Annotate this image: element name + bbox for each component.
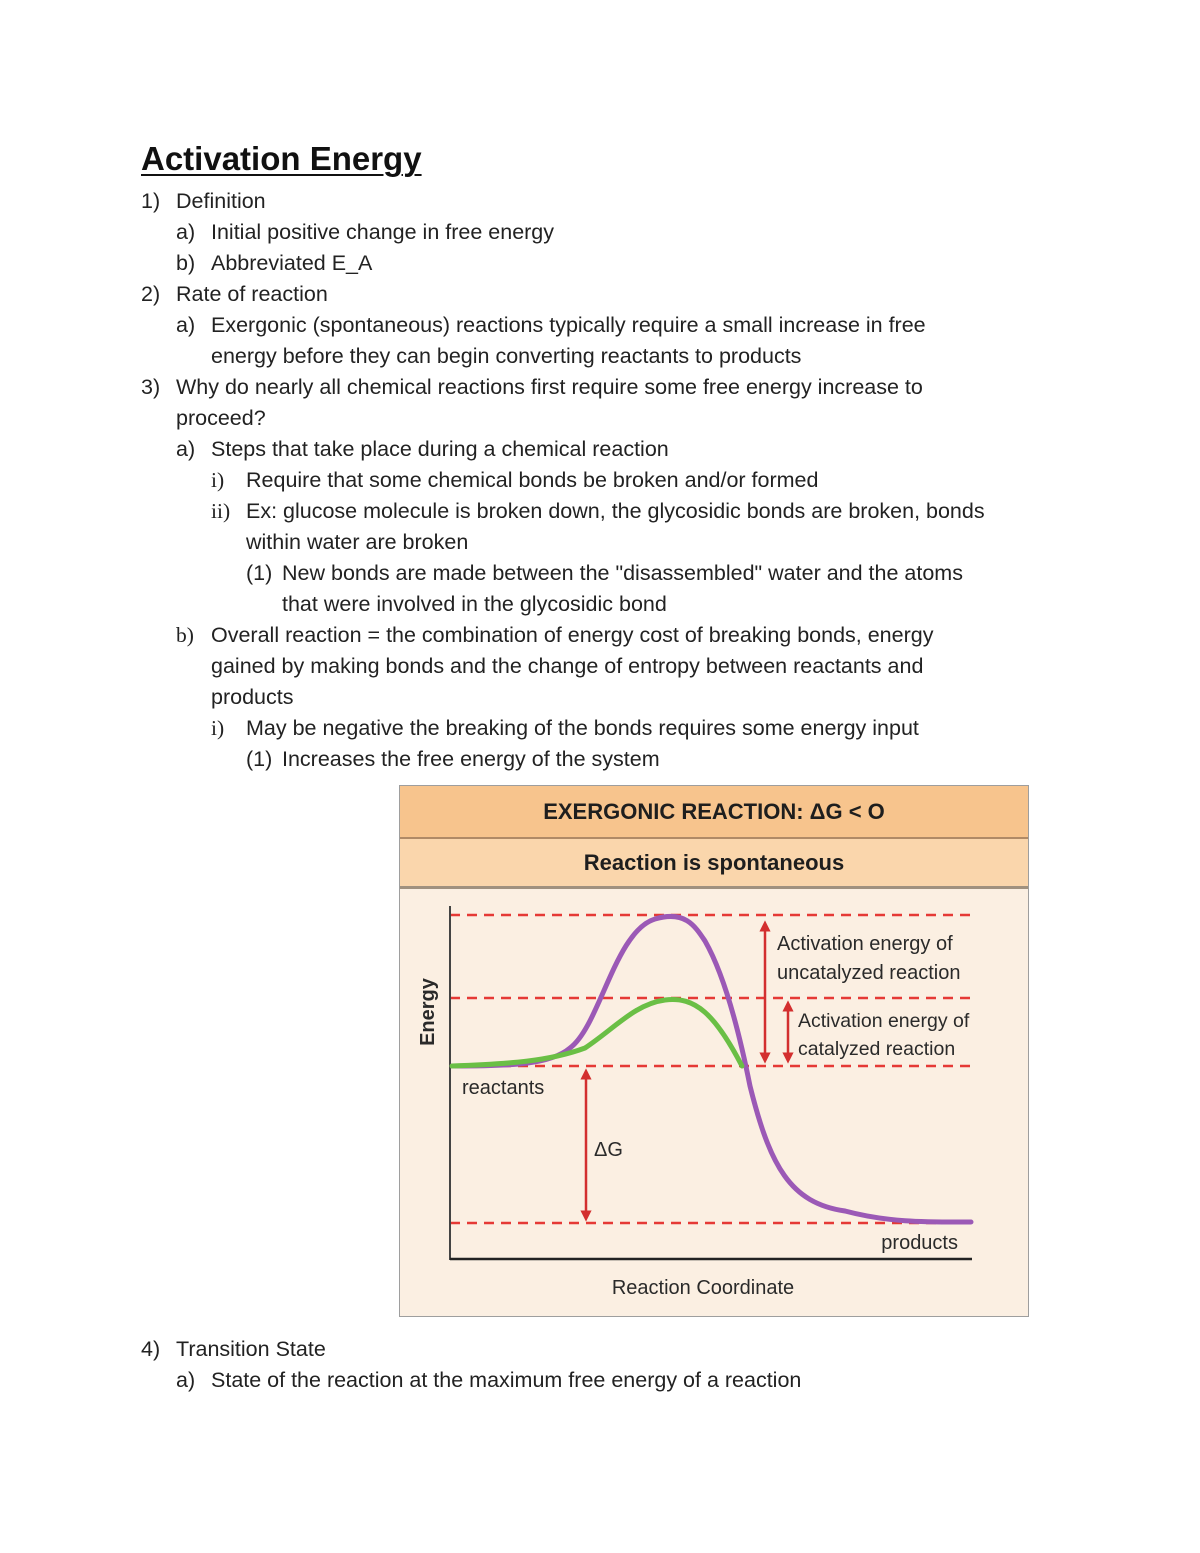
list-text-continued: energy before they can begin converting reactants to products xyxy=(211,344,802,368)
reactants-label: reactants xyxy=(462,1077,545,1099)
list-text: Initial positive change in free energy xyxy=(211,220,555,244)
figure-header: EXERGONIC REACTION: ΔG < O xyxy=(400,786,1028,839)
list-text: Require that some chemical bonds be broken and/or formed xyxy=(246,468,819,492)
list-text: Steps that take place during a chemical reaction xyxy=(211,437,669,461)
list-text-continued: that were involved in the glycosidic bond xyxy=(282,592,667,616)
list-text-continued: products xyxy=(211,685,294,709)
page-title: Activation Energy xyxy=(141,140,422,177)
list-marker: (1) xyxy=(246,747,273,771)
figure-subheader: Reaction is spontaneous xyxy=(400,839,1028,889)
list-marker: ii) xyxy=(211,499,231,523)
list-marker: b) xyxy=(176,251,196,275)
list-marker: a) xyxy=(176,437,196,461)
list-text: Abbreviated E_A xyxy=(211,251,373,275)
list-marker: 1) xyxy=(141,189,161,213)
list-marker: 3) xyxy=(141,375,161,399)
list-text: Increases the free energy of the system xyxy=(282,747,660,771)
x-axis-label: Reaction Coordinate xyxy=(611,1277,795,1299)
catalyzed-label-line2: catalyzed reaction xyxy=(798,1038,956,1060)
list-text-continued: gained by making bonds and the change of entropy between reactants and xyxy=(211,654,924,678)
list-text: Overall reaction = the combination of energy cost of breaking bonds, energy xyxy=(211,623,934,647)
list-marker: (1) xyxy=(246,561,273,585)
list-marker: 2) xyxy=(141,282,161,306)
list-text: Why do nearly all chemical reactions first require some free energy increase to xyxy=(176,375,923,399)
energy-diagram xyxy=(400,786,1027,1315)
list-marker: a) xyxy=(176,220,196,244)
list-marker: b) xyxy=(176,623,194,647)
catalyzed-label-line1: Activation energy of xyxy=(798,1010,970,1032)
list-text: Definition xyxy=(176,189,266,213)
list-text: Ex: glucose molecule is broken down, the glycosidic bonds are broken, bonds xyxy=(246,499,985,523)
exergonic-reaction-figure xyxy=(399,785,1029,1317)
list-marker: a) xyxy=(176,1368,196,1392)
uncatalyzed-label-line1: Activation energy of xyxy=(777,933,953,955)
list-text: Transition State xyxy=(176,1337,326,1361)
list-text: Rate of reaction xyxy=(176,282,328,306)
list-marker: i) xyxy=(211,468,225,492)
list-marker: 4) xyxy=(141,1337,161,1361)
list-text-continued: proceed? xyxy=(176,406,266,430)
list-marker: i) xyxy=(211,716,225,740)
list-text: Exergonic (spontaneous) reactions typically require a small increase in free xyxy=(211,313,926,337)
uncatalyzed-label-line2: uncatalyzed reaction xyxy=(777,962,961,984)
list-marker: a) xyxy=(176,313,196,337)
list-text: New bonds are made between the "disassembled" water and the atoms xyxy=(282,561,963,585)
list-text-continued: within water are broken xyxy=(246,530,469,554)
products-label: products xyxy=(881,1232,958,1254)
list-text: State of the reaction at the maximum free energy of a reaction xyxy=(211,1368,802,1392)
y-axis-label: Energy xyxy=(417,978,439,1046)
list-text: May be negative the breaking of the bonds requires some energy input xyxy=(246,716,919,740)
delta-g-label: ΔG xyxy=(594,1139,623,1161)
